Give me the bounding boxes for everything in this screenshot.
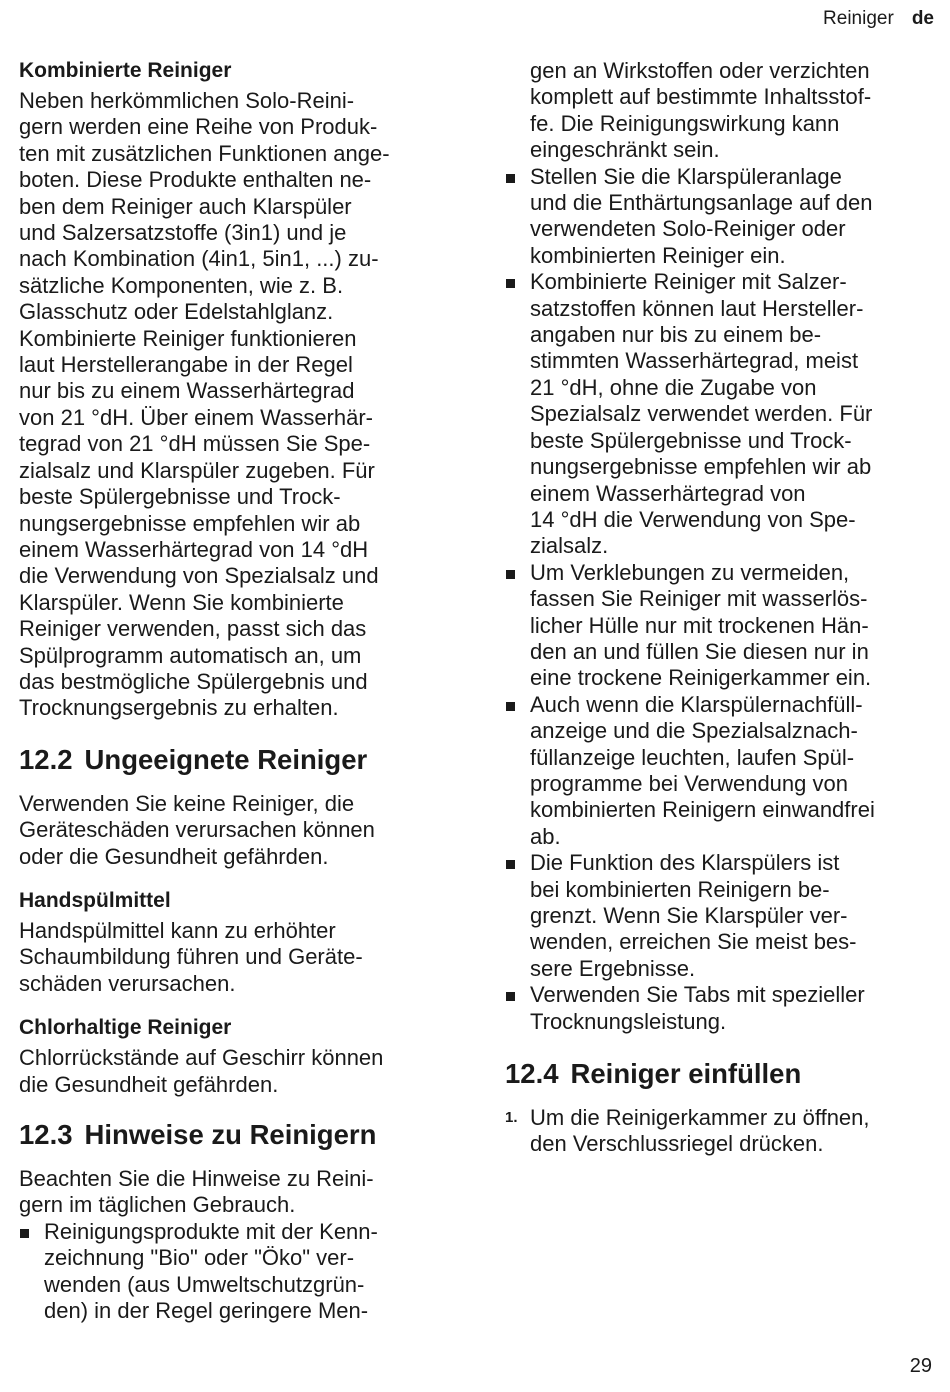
- square-bullet-icon: [506, 992, 515, 1001]
- bullet-text: Verwenden Sie Tabs mit spezieller Trocknungsleistung.: [530, 982, 865, 1034]
- bullet-text: Auch wenn die Klarspülernachfüll- anzeige und die Spezialsalznach- füllanzeige leuchten, laufen Spül- programme bei Verwendung von kombinierten Reinigern einwandfrei ab.: [530, 691, 875, 849]
- header-section-title: Reiniger: [823, 8, 894, 29]
- section-12-3-number: 12.3: [19, 1119, 73, 1150]
- square-bullet-icon: [20, 1229, 29, 1238]
- section-12-2-text: Verwenden Sie keine Reiniger, die Geräteschäden verursachen können oder die Gesundheit gefährden.: [19, 790, 375, 869]
- section-12-4-steps: [505, 1105, 937, 1158]
- section-12-3-title: Hinweise zu Reinigern: [84, 1119, 377, 1150]
- section-12-4-number: 12.4: [505, 1058, 559, 1090]
- right-column: [505, 58, 937, 1158]
- section-12-3-intro: Beachten Sie die Hinweise zu Reini- gern im täglichen Gebrauch.: [19, 1166, 374, 1218]
- chlorhaltige-reiniger-heading: Chlorhaltige Reiniger: [19, 1016, 232, 1040]
- left-column: [19, 58, 455, 1324]
- step-number: 1.: [505, 1109, 518, 1127]
- running-header: [823, 8, 934, 30]
- step-item: [505, 1105, 937, 1158]
- square-bullet-icon: [506, 860, 515, 869]
- bullet-text: Die Funktion des Klarspülers ist bei kombinierten Reinigern be- grenzt. Wenn Sie Klarspüler ver- wenden, erreichen Sie meist bes- sere Ergebnisse.: [530, 850, 857, 981]
- square-bullet-icon: [506, 702, 515, 711]
- section-12-2-number: 12.2: [19, 743, 73, 775]
- kombinierte-reiniger-heading: Kombinierte Reiniger: [19, 59, 232, 82]
- bullet-item: [505, 850, 937, 982]
- section-12-2-title: Ungeeignete Reiniger: [84, 743, 368, 775]
- bullet-item: [505, 269, 937, 559]
- square-bullet-icon: [506, 570, 515, 579]
- bullet-continuation-text: gen an Wirkstoffen oder verzichten komplett auf bestimmte Inhaltsstof- fe. Die Reinigungswirkung kann eingeschränkt sein.: [530, 58, 872, 163]
- handspuelmittel-text: Handspülmittel kann zu erhöhter Schaumbildung führen und Geräte- schäden verursachen.: [19, 917, 363, 996]
- section-12-2-heading: [19, 743, 455, 777]
- square-bullet-icon: [506, 279, 515, 288]
- square-bullet-icon: [506, 174, 515, 183]
- bullet-item: [505, 692, 937, 850]
- bullet-text: Stellen Sie die Klarspüleranlage und die Enthärtungsanlage auf den verwendeten Solo-Reiniger oder kombinierten Reiniger ein.: [530, 163, 873, 268]
- section-12-4-title: Reiniger einfüllen: [570, 1058, 802, 1090]
- chlorhaltige-reiniger-text: Chlorrückstände auf Geschirr können die Gesundheit gefährden.: [19, 1045, 384, 1097]
- handspuelmittel-heading: Handspülmittel: [19, 888, 171, 912]
- bullet-text: Um Verklebungen zu vermeiden, fassen Sie Reiniger mit wasserlös- licher Hülle nur mit trockenen Hän- den an und füllen Sie diesen nur in eine trockene Reinigerkammer ein.: [530, 559, 872, 691]
- section-12-3-bullet-list: [19, 1219, 455, 1325]
- bullet-item: [505, 164, 937, 270]
- kombinierte-reiniger-text: Neben herkömmlichen Solo-Reini- gern werden eine Reihe von Produk- ten mit zusätzlichen Funktionen ange- boten. Diese Produkte enthalten ne- ben dem Reiniger auch Klarspüler und Salzersatzstoffe (3in1) und je nach Kombination (4in1, 5in1, ...) zu- sätzliche Komponenten, wie z. B. Glasschutz oder Edelstahlglanz. Kombinierte Reiniger funktionieren laut Herstellerangabe in der Regel nur bis zu einem Wasserhärtegrad von 21 °dH. Über einem Wasserhär- tegrad von 21 °dH müssen Sie Spe- zialsalz und Klarspüler zugeben. Für beste Spülergebnisse und Trock- nungsergebnisse empfehlen wir ab einem Wasserhärtegrad von 14 °dH die Verwendung von Spezialsalz und Klarspüler. Wenn Sie kombinierte Reiniger verwenden, passt sich das Spülprogramm automatisch an, um das bestmögliche Spülergebnis und Trocknungsergebnis zu erhalten.: [19, 88, 390, 721]
- bullet-item: [19, 1219, 455, 1325]
- bullet-text: Reinigungsprodukte mit der Kenn- zeichnung "Bio" oder "Öko" ver- wenden (aus Umweltschutzgrün- den) in der Regel geringere Men-: [44, 1218, 378, 1324]
- bullet-item: [505, 982, 937, 1035]
- bullet-text: Kombinierte Reiniger mit Salzer- satzstoffen können laut Hersteller- angaben nur bis zu einem be- stimmten Wasserhärtegrad, meist 21 °dH, ohne die Zugabe von Spezialsalz verwendet werden. Für beste Spülergebnisse und Trock- nungsergebnisse empfehlen wir ab einem Wasserhärtegrad von 14 °dH die Verwendung von Spe- zialsalz.: [530, 269, 873, 559]
- page-number: 29: [909, 1355, 932, 1377]
- step-text: Um die Reinigerkammer zu öffnen, den Verschlussriegel drücken.: [530, 1105, 870, 1157]
- section-12-3-bullet-list-continued: [505, 164, 937, 1035]
- header-language-code: de: [911, 8, 934, 29]
- section-12-3-heading: [19, 1118, 455, 1152]
- bullet-item: [505, 560, 937, 692]
- section-12-4-heading: [505, 1057, 937, 1091]
